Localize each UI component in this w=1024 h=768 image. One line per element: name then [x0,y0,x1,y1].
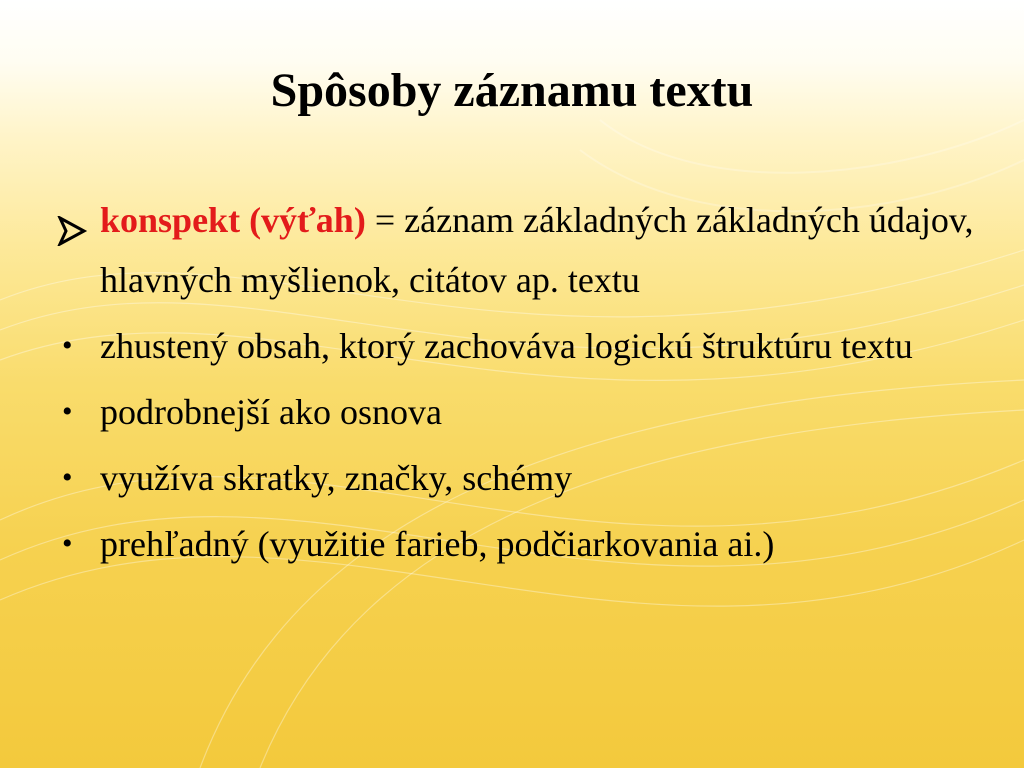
bullet-dot: • [62,329,73,362]
list-item-text: zhustený obsah, ktorý zachováva logickú štruktúru textu [100,326,913,366]
bullet-dot: • [62,395,73,428]
bullet-dot: • [62,527,73,560]
slide-title: Spôsoby záznamu textu [270,64,754,117]
term-konspekt: konspekt (výťah) [100,200,366,240]
list-item [56,382,996,442]
list-item [56,448,996,508]
arrow-bullet-icon [56,204,96,234]
list-item-text: využíva skratky, značky, schémy [100,458,573,498]
list-item-konspekt [56,190,996,310]
slide-content [56,190,996,574]
list-item-text: podrobnejší ako osnova [100,392,442,432]
list-item [56,514,996,574]
list-item-text: prehľadný (využitie farieb, podčiarkovania ai.) [100,524,775,564]
term-definition: = záznam základných základných údajov, hlavných myšlienok, citátov ap. textu [100,200,974,300]
bullet-dot: • [62,461,73,494]
list-item [56,316,996,376]
